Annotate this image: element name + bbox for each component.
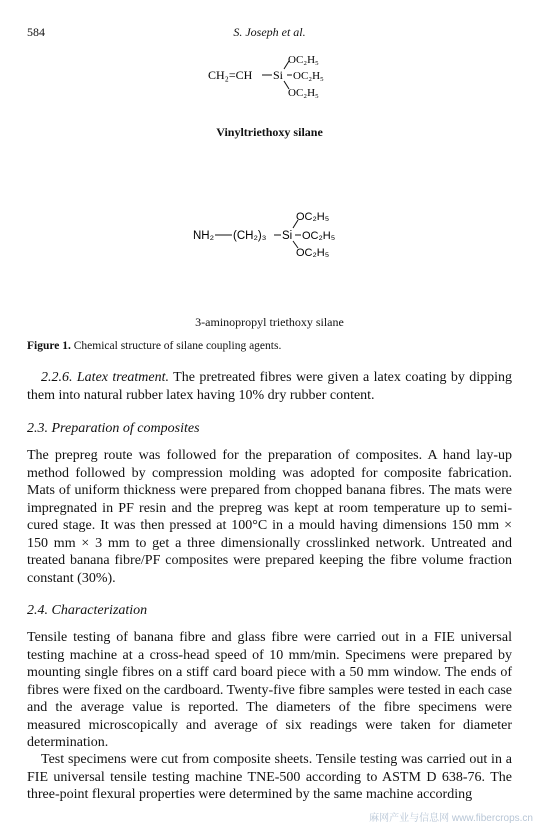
- figure-caption-text: Chemical structure of silane coupling agents.: [73, 340, 282, 352]
- silicon-atom-2: Si: [282, 230, 293, 242]
- running-header-authors: S. Joseph et al.: [233, 25, 306, 39]
- latex-section-number: 2.2.6.: [41, 370, 73, 385]
- section-heading-preparation: 2.3. Preparation of composites: [27, 421, 200, 436]
- ethoxy-bottom-2: OC₂H₅: [296, 247, 330, 259]
- ethoxy-right: OC₂H₅: [293, 70, 324, 82]
- site-watermark: 麻网产业与信息网 www.fibercrops.cn: [369, 813, 533, 824]
- figure-caption-label: Figure 1.: [27, 340, 71, 352]
- latex-section-text: The pretreated fibres were given a latex coating by dipping them into natural rubber latex having 10% dry rubber content.: [27, 370, 512, 403]
- ethoxy-top: OC₂H₅: [288, 54, 319, 66]
- propyl-chain: (CH₂)₃: [233, 230, 267, 242]
- vinyl-group: CH₂=CH: [208, 68, 253, 82]
- aminopropyl-triethoxy-silane-structure: [190, 205, 360, 261]
- vinyltriethoxy-silane-structure: [200, 50, 350, 102]
- latex-treatment-paragraph: [27, 369, 512, 404]
- preparation-paragraph: The prepreg route was followed for the preparation of composites. A hand lay-up method followed by compression molding was adopted for composite fabrication. Mats of uniform thickness were prepared from chopped banana fibres. The mats were impregnated in PF resin and the prepreg was kept at room temperature up to semi-cured stage. It was then pressed at 100°C in a mould having dimensions 150 mm × 150 mm × 3 mm to get a three dimensionally crosslinked network. Untreated and treated banana fibre/PF composites were prepared keeping the fibre volume fraction constant (30%).: [27, 448, 512, 586]
- characterization-paragraph-1: Tensile testing of banana fibre and glass fibre were carried out in a FIE universal testing machine at a cross-head speed of 10 mm/min. Specimens were prepared by mounting single fibres on a stiff card board piece with a 50 mm window. The ends of fibres were fixed on the cardboard. Twenty-five fibre samples were tested in each case and the average value is reported. The diameters of the fibre specimens were measured microscopically and average of six readings were taken for diameter determination.: [27, 630, 512, 750]
- amine-group: NH₂: [193, 230, 215, 242]
- figure-caption: [27, 340, 281, 352]
- page-number: 584: [27, 25, 45, 39]
- ethoxy-top-2: OC₂H₅: [296, 211, 330, 223]
- silicon-atom: Si: [273, 68, 284, 82]
- structure2-name: 3-aminopropyl triethoxy silane: [195, 315, 344, 329]
- characterization-paragraph-2: Test specimens were cut from composite sheets. Tensile testing was carried out in a FIE universal tensile testing machine TNE-500 according to ASTM D 638-76. The three-point flexural properties were determined by the same machine according: [27, 752, 512, 802]
- ethoxy-right-2: OC₂H₅: [302, 230, 336, 242]
- ethoxy-bottom: OC₂H₅: [288, 87, 319, 99]
- section-heading-characterization: 2.4. Characterization: [27, 603, 148, 618]
- structure1-name: Vinyltriethoxy silane: [216, 125, 323, 139]
- latex-section-title: Latex treatment.: [76, 370, 170, 385]
